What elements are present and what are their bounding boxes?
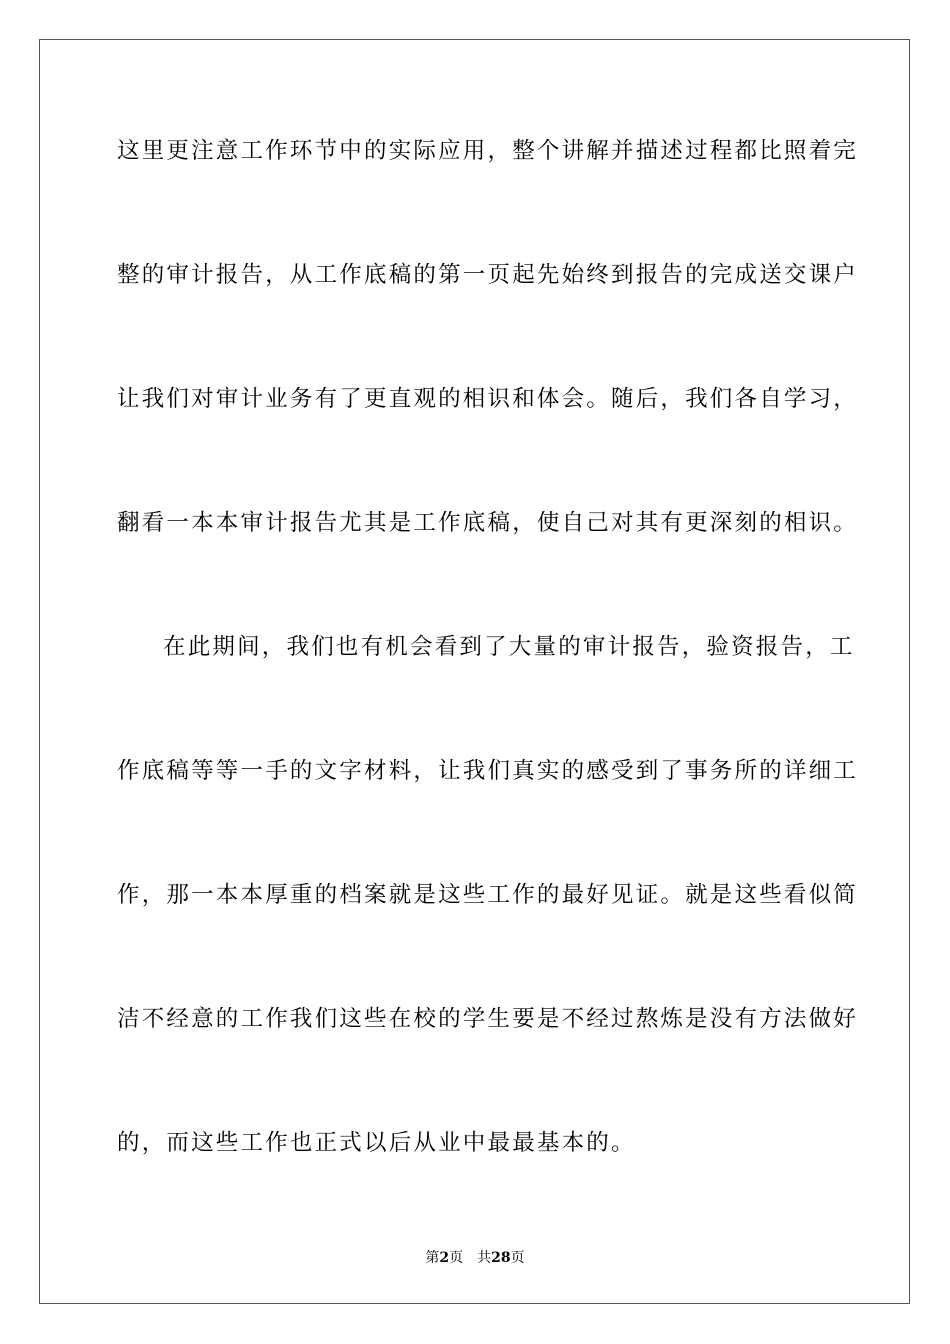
body-line-8: 洁不经意的工作我们这些在校的学生要是不经过熬炼是没有方法做好 — [117, 1006, 859, 1032]
footer-page-prefix: 第 — [425, 1250, 440, 1266]
body-line-1: 这里更注意工作环节中的实际应用，整个讲解并描述过程都比照着完 — [117, 138, 859, 164]
footer-total-suffix: 页 — [510, 1250, 525, 1266]
body-line-3: 让我们对审计业务有了更直观的相识和体会。随后，我们各自学习， — [117, 386, 859, 412]
body-line-7: 作，那一本本厚重的档案就是这些工作的最好见证。就是这些看似简 — [117, 882, 859, 908]
body-line-4: 翻看一本本审计报告尤其是工作底稿，使自己对其有更深刻的相识。 — [117, 510, 859, 536]
body-line-9: 的，而这些工作也正式以后从业中最最基本的。 — [117, 1130, 636, 1156]
body-line-5-paragraph-start: 在此期间，我们也有机会看到了大量的审计报告，验资报告，工 — [163, 634, 855, 660]
page-footer — [0, 1247, 950, 1267]
footer-page-suffix: 页 — [449, 1250, 464, 1266]
body-line-2: 整的审计报告，从工作底稿的第一页起先始终到报告的完成送交课户 — [117, 262, 859, 288]
footer-page-number: 2 — [439, 1250, 450, 1266]
page-border — [39, 39, 910, 1304]
footer-total-prefix: 共 — [477, 1250, 492, 1266]
body-line-6: 作底稿等等一手的文字材料，让我们真实的感受到了事务所的详细工 — [117, 758, 859, 784]
footer-total-pages: 28 — [491, 1250, 511, 1266]
